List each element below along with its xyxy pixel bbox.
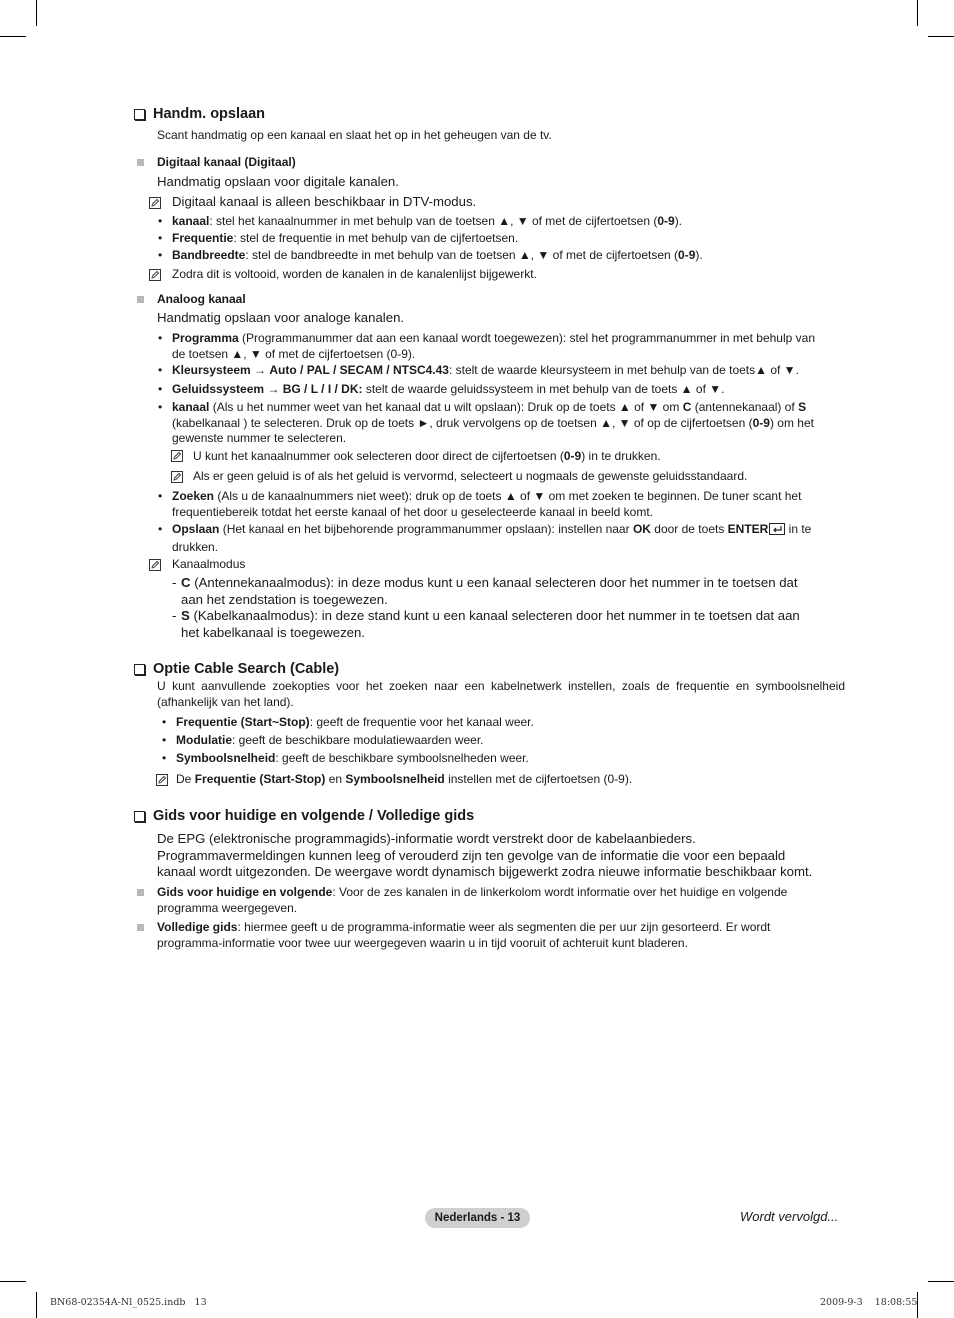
- enter-key-icon: [769, 523, 785, 540]
- crop-mark: [928, 1281, 954, 1282]
- square-bullet-icon: [137, 889, 144, 896]
- crop-mark: [917, 0, 918, 26]
- bullet: •: [158, 214, 163, 228]
- bullet: •: [162, 733, 167, 747]
- checkbox-icon: [134, 109, 145, 120]
- square-bullet-icon: [137, 924, 144, 931]
- note-text: Als er geen geluid is of als het geluid is vervormd, selecteert u nogmaals de gewenste geluidsstandaard.: [193, 469, 748, 483]
- guide-item-huidige: Gids voor huidige en volgende: Voor de zes kanalen in de linkerkolom wordt informatie over het huidige en volgende programma weergegeven.: [157, 885, 788, 915]
- subsection-title-digitaal: Digitaal kanaal (Digitaal): [157, 155, 296, 169]
- bullet: •: [162, 751, 167, 765]
- note-pencil-icon: [149, 559, 161, 571]
- note-pencil-icon: [149, 197, 161, 209]
- square-bullet-icon: [137, 296, 144, 303]
- list-item: Bandbreedte: stel de bandbreedte in met behulp van de toetsen ▲, ▼ of met de cijfertoetsen (0-9).: [172, 248, 703, 262]
- crop-mark: [928, 36, 954, 37]
- note-text: Kanaalmodus: [172, 557, 246, 571]
- checkbox-icon: [134, 664, 145, 675]
- bullet: •: [162, 715, 167, 729]
- note-text: Digitaal kanaal is alleen beschikbaar in DTV-modus.: [172, 194, 477, 209]
- page-number-badge: Nederlands - 13: [425, 1208, 530, 1228]
- list-item: Modulatie: geeft de beschikbare modulatiewaarden weer.: [176, 733, 484, 747]
- note-text: U kunt het kanaalnummer ook selecteren door direct de cijfertoetsen (0-9) in te drukken.: [193, 449, 661, 463]
- bullet: •: [158, 522, 163, 536]
- checkbox-icon: [134, 811, 145, 822]
- section-description: U kunt aanvullende zoekopties voor het zoeken naar een kabelnetwerk instellen, zoals de frequentie en symboolsnelheid (afhankelijk van het land).: [157, 679, 845, 709]
- bullet: •: [158, 400, 163, 414]
- crop-mark: [36, 0, 37, 26]
- list-item: Kleursysteem → Auto / PAL / SECAM / NTSC4.43: stelt de waarde kleursysteem in met behulp van de toets▲ of ▼.: [172, 363, 799, 377]
- continued-label: Wordt vervolgd...: [740, 1209, 839, 1224]
- subsection-title-analoog: Analoog kanaal: [157, 292, 246, 306]
- subsection-description: Handmatig opslaan voor digitale kanalen.: [157, 174, 399, 189]
- crop-mark: [36, 1292, 37, 1318]
- square-bullet-icon: [137, 159, 144, 166]
- section-paragraph: De EPG (elektronische programmagids)-informatie wordt verstrekt door de kabelaanbieders. Programmavermeldingen kunnen leeg of verouderd zijn ten gevolge van de informatie die voor een bepaald kanaal wordt uitgezonden. De weergave wordt dynamisch bijgewerkt zodra nieuwe informatie beschikbaar komt.: [157, 831, 813, 879]
- subsection-description: Handmatig opslaan voor analoge kanalen.: [157, 310, 405, 325]
- note-text: Zodra dit is voltooid, worden de kanalen in de kanalenlijst bijgewerkt.: [172, 267, 537, 281]
- crop-mark: [0, 1281, 26, 1282]
- list-item: Programma (Programmanummer dat aan een kanaal wordt toegewezen): stel het programmanummer in met behulp van de toetsen ▲, ▼ of met de cijfertoetsen (0-9).: [172, 331, 815, 361]
- note-text: De Frequentie (Start-Stop) en Symboolsnelheid instellen met de cijfertoetsen (0-9).: [176, 772, 633, 786]
- bullet: •: [158, 248, 163, 262]
- note-pencil-icon: [156, 774, 168, 786]
- section-title-gids: Gids voor huidige en volgende / Volledige gids: [134, 808, 474, 824]
- note-pencil-icon: [171, 450, 183, 462]
- mode-dash: -: [172, 575, 177, 590]
- note-pencil-icon: [149, 269, 161, 281]
- list-item: Geluidssysteem → BG / L / I / DK: stelt de waarde geluidssysteem in met behulp van de toets ▲ of ▼.: [172, 382, 725, 396]
- list-item: Symboolsnelheid: geeft de beschikbare symboolsnelheden weer.: [176, 751, 529, 765]
- mode-item-s: S (Kabelkanaalmodus): in deze stand kunt u een kanaal selecteren door het nummer in te toetsen dat aan het kabelkanaal is toegewezen.: [181, 608, 800, 640]
- bullet: •: [158, 382, 163, 396]
- crop-mark: [0, 36, 26, 37]
- mode-dash: -: [172, 608, 177, 623]
- print-file-info: BN68-02354A-Nl_0525.indb 13: [50, 1297, 207, 1308]
- guide-item-volledig: Volledige gids: hiermee geeft u de programma-informatie weer als segmenten die per uur zijn gesorteerd. Er wordt programma-informatie voor twee uur weergegeven waarin u in tijd vooruit of achteruit kunt bladeren.: [157, 920, 771, 950]
- section-title-handm-opslaan: Handm. opslaan: [134, 106, 265, 122]
- list-item: Frequentie: stel de frequentie in met behulp van de cijfertoetsen.: [172, 231, 519, 245]
- bullet: •: [158, 489, 163, 503]
- note-pencil-icon: [171, 471, 183, 483]
- mode-item-c: C (Antennekanaalmodus): in deze modus kunt u een kanaal selecteren door het nummer in te toetsen dat aan het zendstation is toegewezen.: [181, 575, 798, 607]
- list-item: kanaal (Als u het nummer weet van het kanaal dat u wilt opslaan): Druk op de toets ▲ of ▼ om C (antennekanaal) of S (kabelkanaal ) te selecteren. Druk op de toets ►, druk vervolgens op de toetsen ▲, ▼ of op de cijfertoetsen (0-9) om het gewenste nummer te selecteren.: [172, 400, 814, 445]
- list-item: Opslaan (Het kanaal en het bijbehorende programmanummer opslaan): instellen naar OK door de toets ENTER in te drukken.: [172, 522, 812, 554]
- list-item: Frequentie (Start~Stop): geeft de frequentie voor het kanaal weer.: [176, 715, 534, 729]
- list-item: kanaal: stel het kanaalnummer in met behulp van de toetsen ▲, ▼ of met de cijfertoetsen (0-9).: [172, 214, 683, 228]
- bullet: •: [158, 231, 163, 245]
- list-item: Zoeken (Als u de kanaalnummers niet weet): druk op de toets ▲ of ▼ om met zoeken te beginnen. De tuner scant het frequentiebereik totdat het eerste kanaal of het door u geselecteerde kanaal in beeld komt.: [172, 489, 802, 519]
- print-date-info: 2009-9-3 18:08:55: [820, 1297, 918, 1308]
- section-description: Scant handmatig op een kanaal en slaat het op in het geheugen van de tv.: [157, 128, 552, 142]
- bullet: •: [158, 331, 163, 345]
- bullet: •: [158, 363, 163, 377]
- section-title-cable-search: Optie Cable Search (Cable): [134, 661, 339, 677]
